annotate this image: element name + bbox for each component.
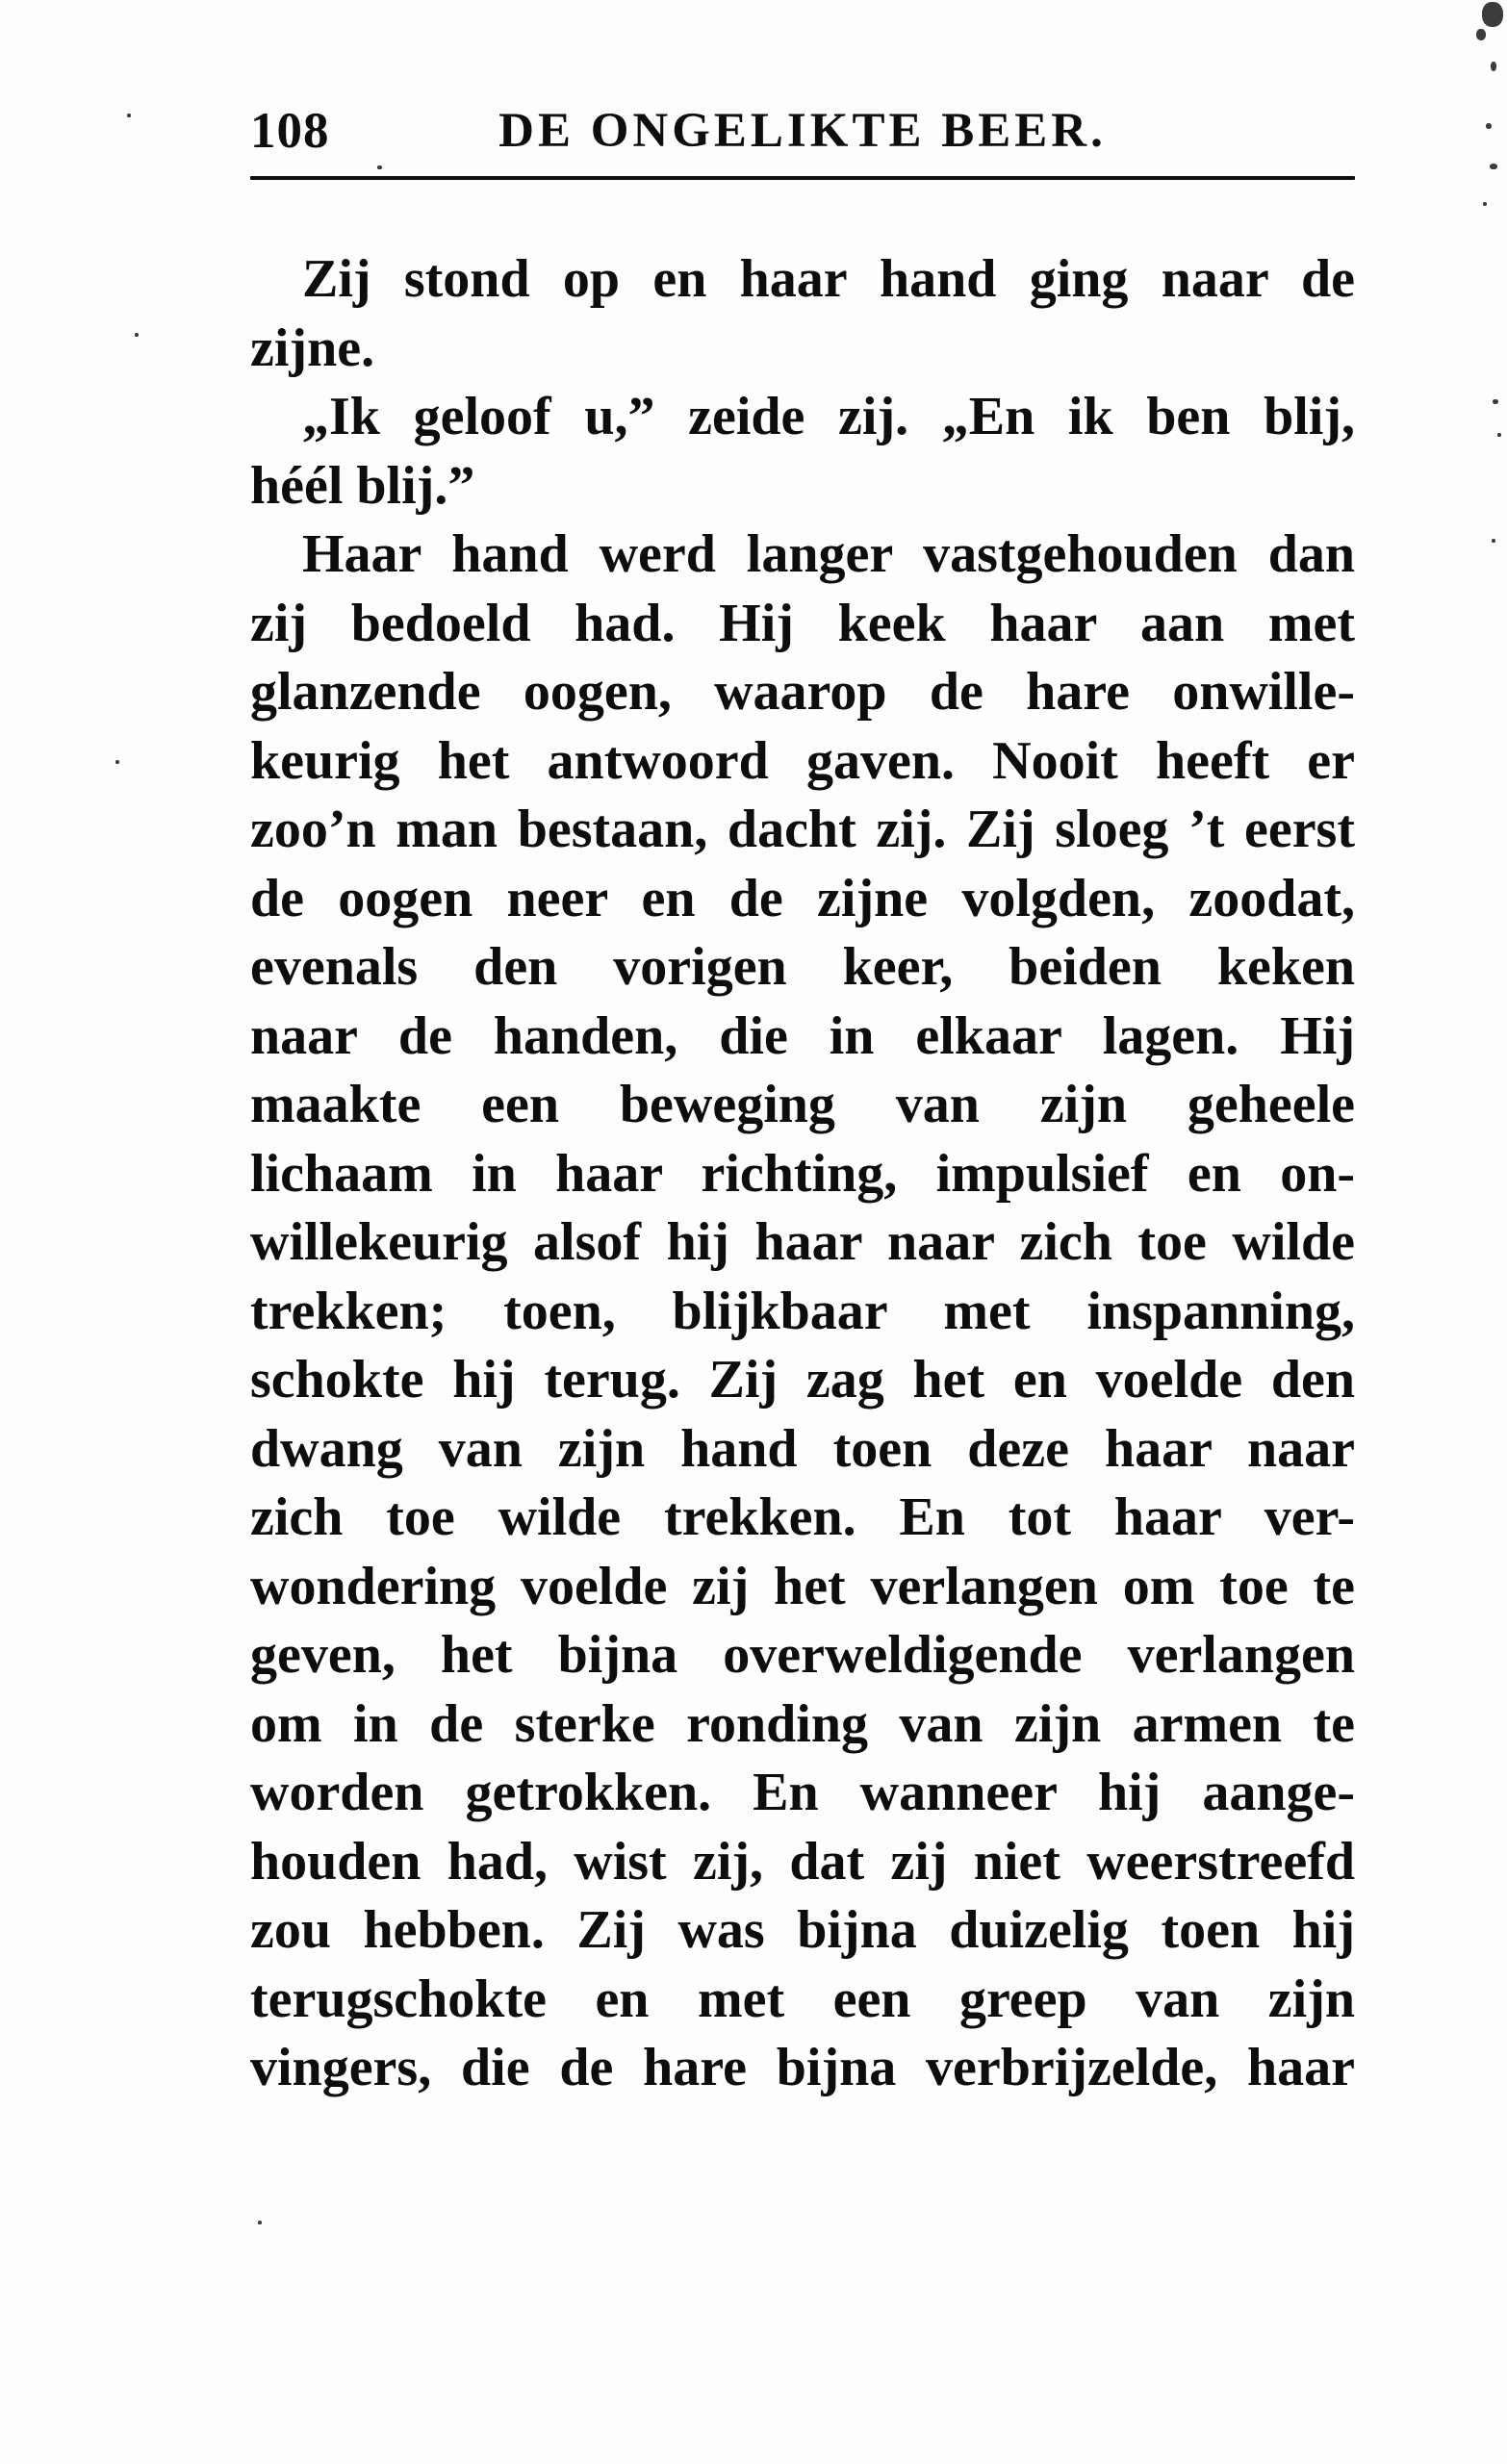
text-line: Haar hand werd langer vastgehouden dan (302, 524, 1355, 584)
text-line: schokte hij terug. Zij zag het en voelde den (250, 1350, 1355, 1410)
text-line: maakte een beweging van zijn geheele (250, 1075, 1355, 1134)
text-line: zich toe wilde trekken. En tot haar ver- (250, 1487, 1355, 1547)
text-line: Zij stond op en haar hand ging naar de (302, 249, 1355, 309)
text-line: zoo’n man bestaan, dacht zij. Zij sloeg ’t eerst (250, 800, 1355, 859)
text-line: zijne. (250, 318, 375, 378)
scan-speck (1483, 202, 1487, 206)
scan-speck (1490, 164, 1497, 169)
text-line: lichaam in haar richting, impulsief en on- (250, 1143, 1355, 1204)
text-line: terugschokte en met een greep van zijn (250, 1969, 1355, 2029)
page-number: 108 (250, 103, 330, 159)
scan-speck (1476, 29, 1486, 40)
scan-speck (135, 333, 139, 337)
scan-speck (1486, 123, 1492, 129)
scan-speck (377, 165, 382, 169)
scan-speck (127, 114, 131, 117)
text-line: zou hebben. Zij was bijna duizelig toen hij (250, 1900, 1355, 1960)
page-header (250, 100, 1355, 162)
scan-speck (1493, 399, 1498, 404)
scan-speck (1492, 539, 1495, 543)
header-rule (250, 176, 1355, 180)
text-line: vingers, die de hare bijna verbrijzelde, haar (250, 2038, 1355, 2097)
text-line: keurig het antwoord gaven. Nooit heeft er (250, 730, 1355, 791)
text-line: worden getrokken. En wanneer hij aange- (250, 1763, 1355, 1822)
text-line: houden had, wist zij, dat zij niet weerstreefd (250, 1831, 1355, 1892)
text-line: trekken; toen, blijkbaar met inspanning, (250, 1281, 1355, 1341)
text-line: naar de handen, die in elkaar lagen. Hij (250, 1005, 1355, 1066)
text-line: geven, het bijna overweldigende verlangen (250, 1625, 1355, 1685)
scan-speck (258, 2221, 262, 2224)
body-text (250, 245, 1355, 2103)
text-line: „Ik geloof u,” zeide zij. „En ik ben blij, (302, 387, 1355, 446)
running-title: DE ONGELIKTE BEER. (498, 104, 1107, 158)
text-line: evenals den vorigen keer, beiden keken (250, 937, 1355, 997)
text-line: willekeurig alsof hij haar naar zich toe wilde (250, 1212, 1355, 1272)
text-line: om in de sterke ronding van zijn armen te (250, 1693, 1355, 1754)
scan-speck (1482, 2, 1503, 27)
scan-speck (1491, 62, 1496, 71)
text-line: dwang van zijn hand toen deze haar naar (250, 1418, 1355, 1479)
text-line: de oogen neer en de zijne volgden, zoodat, (250, 868, 1355, 928)
scan-speck (1497, 433, 1501, 437)
text-line: wondering voelde zij het verlangen om toe te (250, 1556, 1355, 1616)
text-line: glanzende oogen, waarop de hare onwille- (250, 662, 1355, 722)
text-line: zij bedoeld had. Hij keek haar aan met (250, 593, 1355, 653)
scan-speck (115, 760, 119, 764)
text-line: héél blij.” (250, 455, 475, 516)
